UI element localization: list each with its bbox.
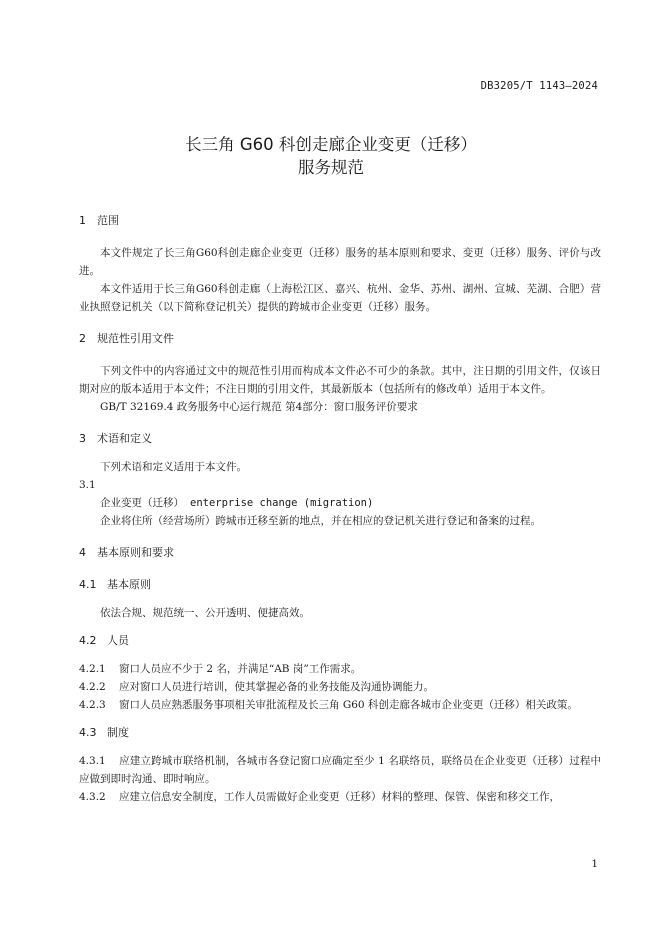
section-heading-normative-references [79,330,601,348]
paragraph: 下列术语和定义适用于本文件。 [100,461,247,473]
clause-text: 窗口人员应熟悉服务事项相关审批流程及长三角 G60 科创走廊各城市企业变更（迁移）相关政策。 [119,699,578,711]
subsection-title: 人员 [107,634,129,647]
term-definition: 企业将住所（经营场所）跨城市迁移至新的地点，并在相应的登记机关进行登记和备案的过程。 [100,515,541,527]
clause-number: 4.2.1 [79,663,106,675]
section-title: 基本原则和要求 [97,546,174,559]
paragraph: 依法合规、规范统一、公开透明、便捷高效。 [100,607,310,619]
term-english: enterprise change (migration) [190,497,374,509]
clause [79,788,601,806]
section-title: 规范性引用文件 [97,332,174,345]
subsection-heading-basic-principles [79,576,601,594]
clause [79,678,601,696]
paragraph: 本文件适用于长三角G60科创走廊（上海松江区、嘉兴、杭州、金华、苏州、湖州、宣城、芜湖、合肥）营业执照登记机关（以下简称登记机关）提供的跨城市企业变更（迁移）服务。 [79,283,601,313]
page-number: 1 [591,858,598,870]
section-number: 1 [79,214,86,227]
section-title: 范围 [97,214,119,227]
subsection-heading-system [79,724,601,742]
subsection-heading-personnel [79,632,601,650]
subsection-title: 基本原则 [107,578,151,591]
section-heading-scope [79,212,601,230]
section-number: 3 [79,432,86,445]
section-heading-terms [79,430,601,448]
reference-entry: GB/T 32169.4 政务服务中心运行规范 第4部分：窗口服务评价要求 [100,401,418,413]
clause [79,660,601,678]
term-number: 3.1 [79,479,96,491]
clause-text: 应建立信息安全制度，工作人员需做好企业变更（迁移）材料的整理、保管、保密和移交工作， [119,791,560,803]
subsection-title: 制度 [107,726,129,739]
document-body [79,212,601,806]
clause-text: 应对窗口人员进行培训，使其掌握必备的业务技能及沟通协调能力。 [119,681,434,693]
clause-text: 窗口人员应不少于 2 名，并满足“AB 岗”工作需求。 [119,663,362,675]
section-heading-principles [79,544,601,562]
subsection-number: 4.1 [79,578,97,591]
clause [79,752,601,788]
clause-number: 4.2.3 [79,699,106,711]
section-number: 2 [79,332,86,345]
clause-number: 4.3.2 [79,791,106,803]
subsection-number: 4.2 [79,634,97,647]
clause [79,696,601,714]
term-heading [79,494,601,512]
clause-number: 4.2.2 [79,681,106,693]
subsection-number: 4.3 [79,726,97,739]
clause-text: 应建立跨城市联络机制，各城市各登记窗口应确定至少 1 名联络员，联络员在企业变更（迁移）过程中应做到即时沟通、即时响应。 [79,755,601,785]
document-title: 长三角 G60 科创走廊企业变更（迁移） [185,135,477,154]
term-chinese: 企业变更（迁移） [100,497,184,509]
document-code: DB3205/T 1143—2024 [480,80,598,92]
paragraph: 下列文件中的内容通过文中的规范性引用而构成本文件必不可少的条款。其中，注日期的引用文件，仅该日期对应的版本适用于本文件；不注日期的引用文件，其最新版本（包括所有的修改单）适用于本文件。 [79,365,601,395]
section-title: 术语和定义 [97,432,152,445]
section-number: 4 [79,546,86,559]
paragraph: 本文件规定了长三角G60科创走廊企业变更（迁移）服务的基本原则和要求、变更（迁移）服务、评价与改进。 [79,247,601,277]
clause-number: 4.3.1 [79,755,106,767]
document-subtitle: 服务规范 [298,158,364,177]
